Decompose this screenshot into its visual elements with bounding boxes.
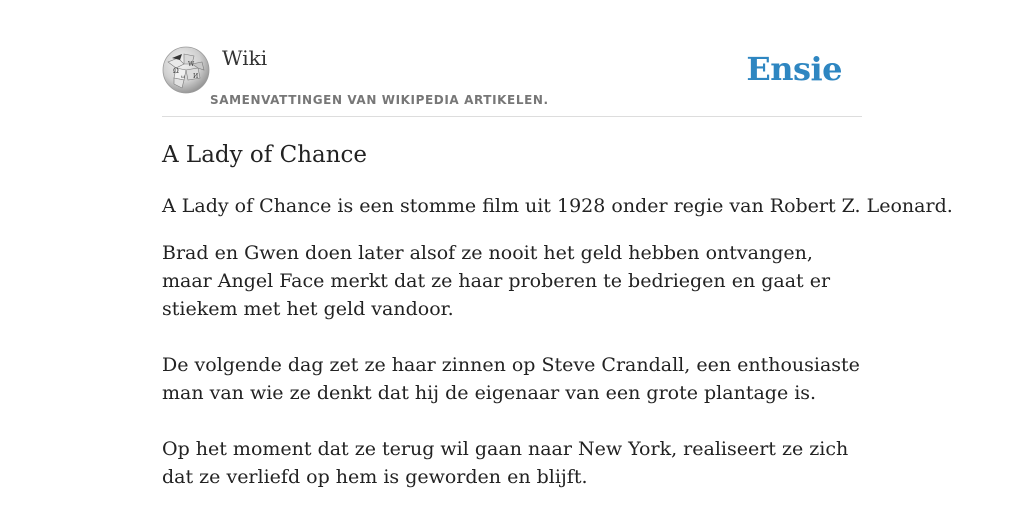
article-paragraph: Brad en Gwen doen later alsof ze nooit het geld hebben ontvangen, maar Angel Face merkt dat ze haar proberen te bedriegen en gaat er stiekem met het geld vandoor. <box>162 242 831 320</box>
article-paragraph: Op het moment dat ze terug wil gaan naar New York, realiseert ze zich dat ze verliefd op hem is geworden en blijft. <box>162 438 849 488</box>
svg-text:ω: ω <box>181 74 186 80</box>
article-body <box>162 192 953 512</box>
article-title: A Lady of Chance <box>162 142 368 168</box>
article-lead: A Lady of Chance is een stomme film uit 1928 onder regie van Robert Z. Leonard. <box>162 195 953 217</box>
svg-text:Ω: Ω <box>173 67 179 75</box>
site-name[interactable]: Wiki <box>222 46 268 70</box>
brand-logo[interactable]: Ensie <box>746 50 842 88</box>
svg-text:И: И <box>193 73 199 80</box>
site-tagline: SAMENVATTINGEN VAN WIKIPEDIA ARTIKELEN. <box>210 93 549 107</box>
article-paragraph: De volgende dag zet ze haar zinnen op Steve Crandall, een enthousiaste man van wie ze denkt dat hij de eigenaar van een grote plantage is. <box>162 354 860 404</box>
svg-text:W: W <box>188 61 195 68</box>
wikipedia-globe-icon[interactable] <box>162 46 210 94</box>
site-header <box>162 0 862 117</box>
